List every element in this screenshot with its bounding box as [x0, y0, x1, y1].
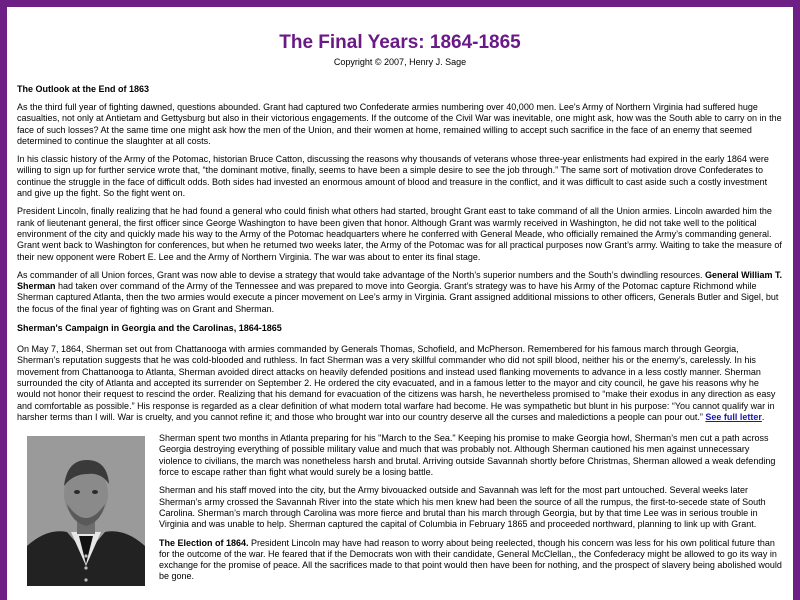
election-heading: The Election of 1864.: [159, 537, 249, 548]
section-heading-outlook: The Outlook at the End of 1863: [17, 84, 150, 94]
paragraph-text: President Lincoln may have had reason to worry about being reelected, though his concern was less for his own political future than for the outcome of the war. He feared that if the Democrats won with their candidate, General McClellan,, the Confederacy might be allowed to go its way in exchange for the promise of peace. All the sacrifices made to that point would then have been for nothing, and the prospect of slavery being abolished would be gone.: [159, 537, 782, 582]
portrait-illustration: [27, 436, 145, 586]
paragraph: On May 7, 1864, Sherman set out from Chattanooga with armies commanded by Generals Thomas, Schofield, and McPherson. Remembered for his famous march through Georgia, Sherman’s reputation suggests that he was cold-blooded and ruthless. In fact Sherman was a very skillful commander who did not spill blood, neither his or the enemy’s, carelessly. In his movement from Chattanooga to Atlanta, Sherman avoided direct attacks on heavily defended positions and instead used flanking movements to advance in a less costly manner. Sherman surrounded the city of Atlanta and accepted its surrender on September 2. He ordered the city evacuated, and in a famous letter to the mayor and city council, he gave his reasons why he would not honor their request to rescind the order. Realizing that his demand for evacuation of the citizens was harsh, he nevertheless promised to “make their exodus in any direction as easy and comfortable as possible.” His response is regarded as a clear definition of what modern total warfare had become. He was sympathetic but blunt in his purpose: “You cannot qualify war in harsher terms than I will. War is cruelty, and you cannot refine it; and those who brought war into our country deserve all the curses and maledictions a people can pour out.” See full letter.: [17, 344, 776, 422]
paragraph: [17, 270, 783, 315]
paragraph-text: On May 7, 1864, Sherman set out from Chattanooga with armies commanded by Generals Thomas, Schofield, and McPherson. Remembered for his famous march through Georgia, Sherman’s reputation suggests that he was cold-blooded and ruthless. In fact Sherman was a very skillful commander who did not spill blood, neither his or the enemy’s, carelessly. In his movement from Chattanooga to Atlanta, Sherman avoided direct attacks on heavily defended positions and instead used flanking movements to advance in a less costly manner. Sherman surrounded the city of Atlanta and accepted its surrender on September 2. He ordered the city evacuated, and in a famous letter to the mayor and city council, he gave his reasons why he would not honor their request to rescind the order. Realizing that his demand for evacuation of the citizens was harsh, he nevertheless promised to “make their exodus in any direction as easy and comfortable as possible.” His response is regarded as a clear definition of what modern total warfare had become. He was sympathetic but blunt in his purpose: “You cannot qualify war in harsher terms than I will. War is cruelty, and you cannot refine it; and those who brought war into our country deserve all the curses and maledictions a people can pour out.”: [17, 344, 776, 422]
paragraph-text: As commander of all Union forces, Grant was now able to devise a strategy that would take advantage of the North’s superior numbers and the South’s dwindling resources.: [17, 269, 706, 280]
section-heading-sherman: Sherman's Campaign in Georgia and the Carolinas, 1864-1865: [17, 323, 282, 334]
paragraph: President Lincoln, finally realizing that he had found a general who could finish what others had started, brought Grant east to take command of all the Union armies. Lincoln awarded him the rank of lieutenant general, the first officer since George Washington to have been given that honor. Although Grant was warmly received in Washington, he did not take well to the political environment of the city and quickly made his way to the Army of the Potomac headquarters where he conferred with General Meade, who officially remained the Army’s commanding general. Grant went back to Washington for conferences, but when he returned two weeks later, the Army of the Potomac was for all practical purposes now Grant’s army. Waiting to take the measure of their new opponent were Robert E. Lee and the Army of Northern Virginia. The war was about to enter its final stage.: [17, 206, 782, 262]
paragraph: Sherman and his staff moved into the city, but the Army bivouacked outside and Savannah was left for the most part untouched. Several weeks later Sherman’s army crossed the Savannah River into the state which his men knew had been the source of all the rumpus, the first-to-secede state of South Carolina. Sherman’s march through Carolina was more fierce and brutal than his march through Georgia, but by that time Lee was in serious trouble in Virginia and was unable to help. Sherman captured the capital of Columbia in February 1865 and proceeded northward, planning to link up with Grant.: [159, 485, 766, 530]
bold-name: General William T. Sherman: [17, 269, 782, 292]
page-title: The Final Years: 1864-1865: [279, 32, 521, 53]
paragraph: In his classic history of the Army of the Potomac, historian Bruce Catton, discussing the reasons why thousands of veterans whose three-year enlistments had expired in the early 1864 were willing to sign up for further service wrote that, “the dominant motive, finally, seems to have been a simple desire to see the job through.” The same sort of motivation drove Confederates to continue the struggle in the face of difficult odds. Both sides had invested an enormous amount of blood and treasure in the conflict, and it was difficult to cast aside such a costly investment and give up the fight. So the fight went on.: [17, 154, 769, 199]
paragraph-text: had taken over command of the Army of the Tennessee and was prepared to move into Georgia. Grant’s strategy was to have his Army of the Potomac capture Richmond while Sherman captured Atlanta, then the two armies would execute a pincer movement on Lee’s army in Virginia. Grant assigned additional missions to other officers, Generals Butler and Sigel, but the focus of the final year of fighting was on Grant and Sherman.: [17, 281, 779, 314]
paragraph: Sherman spent two months in Atlanta preparing for his "March to the Sea." Keeping his promise to make Georgia howl, Sherman’s men cut a path across Georgia destroying everything of possible military value and much that was probably not. Although Sherman cautioned his men against unnecessary violence to civilians, the march was nonetheless harsh and brutal. Arriving outside Savannah shortly before Christmas, Sherman allowed a weak defending force to escape rather than fight what would surely be a losing battle.: [159, 433, 776, 478]
see-full-letter-link[interactable]: See full letter: [705, 411, 762, 422]
paragraph: As the third full year of fighting dawned, questions abounded. Grant had captured two Confederate armies numbering over 40,000 men. Lee's Army of Northern Virginia had suffered huge casualties, not only at Antietam and Gettysburg but also in their victorious engagements. If the outcome of the Civil War was inevitable, one might ask, how was the South able to carry on in the face of such losses? At the same time one might ask how the men of the Union, and their women at home, remained willing to accept such sacrifice in the face of an enemy that seemed determined to continue the slaughter at all costs.: [17, 102, 782, 146]
sherman-portrait-image: [27, 436, 145, 586]
page: [7, 7, 793, 600]
sherman-section: [17, 433, 783, 586]
article: [7, 31, 793, 586]
copyright-notice: Copyright © 2007, Henry J. Sage: [333, 57, 467, 67]
